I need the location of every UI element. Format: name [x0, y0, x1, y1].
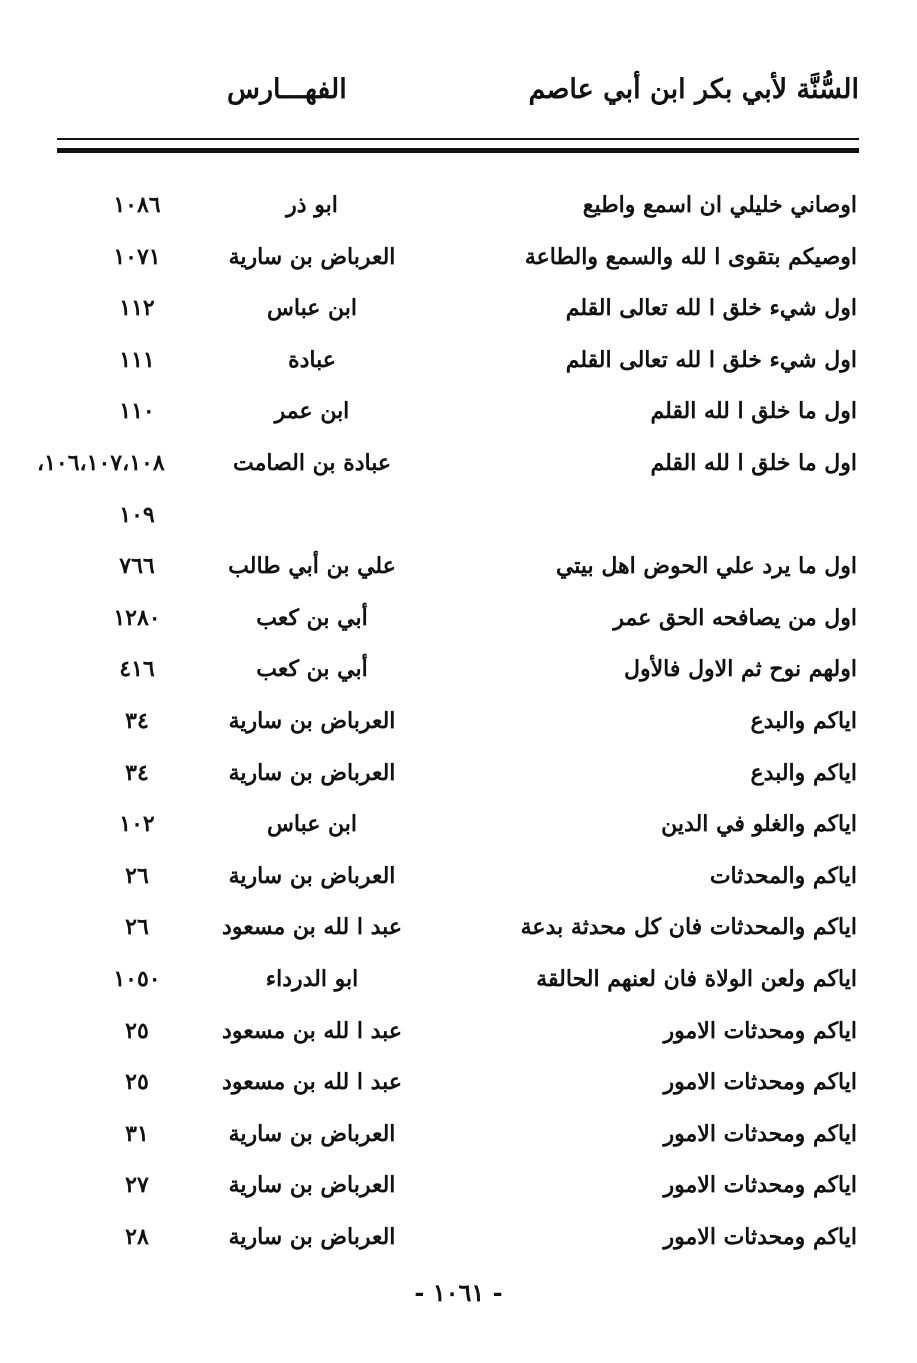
index-entry [0, 1014, 917, 1066]
hadith-text: اول ما خلق ا لله القلم [650, 398, 857, 425]
hadith-text: اول ما خلق ا لله القلم [650, 449, 857, 476]
reference-numbers: ١٠٦،١٠٧،١٠٨، [37, 449, 165, 476]
index-entry [0, 394, 917, 446]
index-entry [0, 601, 917, 653]
narrator-name: أبي بن كعب [256, 604, 368, 631]
reference-numbers: ١١١ [119, 346, 155, 373]
narrator-name: العرباض بن سارية [228, 1172, 396, 1199]
reference-numbers: ٣١ [125, 1120, 149, 1147]
reference-numbers: ١١٠ [119, 398, 155, 425]
index-entry [0, 807, 917, 859]
narrator-name: العرباض بن سارية [228, 707, 396, 734]
narrator-name: ابن عباس [267, 811, 357, 838]
narrator-name: ابو ذر [286, 192, 338, 218]
index-entry [0, 549, 917, 601]
reference-numbers: ٢٥ [125, 1069, 149, 1096]
index-entry [0, 1168, 917, 1220]
index-entry [0, 343, 917, 395]
reference-numbers: ٣٤ [125, 759, 149, 786]
reference-numbers: ٣٤ [125, 707, 149, 734]
reference-numbers: ١١٢ [119, 295, 155, 322]
hadith-text: اياكم ومحدثات الامور [663, 1172, 857, 1199]
reference-numbers: ١٠٩ [119, 501, 155, 528]
reference-numbers: ١٠٨٦ [113, 192, 161, 218]
hadith-text: اول ما يرد علي الحوض اهل بيتي [555, 553, 857, 580]
header-rule-thick [57, 148, 859, 153]
reference-numbers: ١٠٧١ [113, 243, 161, 270]
header-rule-thin [57, 138, 859, 140]
hadith-text: اول شيء خلق ا لله تعالى القلم [565, 295, 857, 322]
index-entry [0, 240, 917, 292]
hadith-text: اوصاني خليلي ان اسمع واطيع [582, 192, 857, 218]
page-header [55, 68, 859, 118]
index-entry [0, 188, 917, 240]
hadith-text: اول شيء خلق ا لله تعالى القلم [565, 346, 857, 373]
narrator-name: عبد ا لله بن مسعود [222, 1069, 402, 1096]
narrator-name: عبد ا لله بن مسعود [222, 1017, 402, 1044]
hadith-text: اياكم ومحدثات الامور [663, 1120, 857, 1147]
reference-numbers: ٢٥ [125, 1017, 149, 1044]
hadith-text: اياكم والبدع [750, 707, 857, 734]
book-title: السُّنَّة لأبي بكر ابن أبي عاصم [528, 74, 859, 105]
hadith-text: اياكم ومحدثات الامور [663, 1017, 857, 1044]
reference-numbers: ٤١٦ [119, 656, 155, 683]
index-entry [0, 1065, 917, 1117]
narrator-name: العرباض بن سارية [228, 243, 396, 270]
reference-numbers: ٢٧ [125, 1172, 149, 1199]
index-entry [0, 1117, 917, 1169]
reference-numbers: ١٢٨٠ [113, 604, 161, 631]
index-entry [0, 498, 917, 550]
section-title: الفهـــارس [227, 74, 347, 105]
reference-numbers: ٢٦ [125, 914, 149, 941]
narrator-name: علي بن أبي طالب [228, 553, 396, 580]
index-entry [0, 652, 917, 704]
narrator-name: أبي بن كعب [256, 656, 368, 683]
hadith-text: اياكم والبدع [750, 759, 857, 786]
hadith-text: اياكم والمحدثات [709, 862, 857, 889]
narrator-name: عبادة بن الصامت [233, 449, 391, 476]
index-entry [0, 756, 917, 808]
hadith-text: اياكم والغلو في الدين [661, 811, 857, 838]
narrator-name: ابو الدرداء [265, 965, 359, 992]
hadith-text: اياكم ومحدثات الامور [663, 1069, 857, 1096]
reference-numbers: ٢٦ [125, 862, 149, 889]
hadith-text: اياكم والمحدثات فان كل محدثة بدعة [520, 914, 857, 941]
narrator-name: ابن عباس [267, 295, 357, 322]
index-entry [0, 1220, 917, 1272]
page-number: - ١٠٦١ - [414, 1278, 503, 1307]
reference-numbers: ١٠٢ [119, 811, 155, 838]
narrator-name: العرباض بن سارية [228, 1120, 396, 1147]
hadith-text: اياكم ولعن الولاة فان لعنهم الحالقة [536, 965, 857, 992]
index-entry [0, 859, 917, 911]
reference-numbers: ٧٦٦ [119, 553, 155, 580]
narrator-name: العرباض بن سارية [228, 1223, 396, 1250]
narrator-name: العرباض بن سارية [228, 862, 396, 889]
index-entry [0, 704, 917, 756]
index-entry [0, 446, 917, 498]
narrator-name: عبادة [288, 346, 336, 373]
hadith-text: اياكم ومحدثات الامور [663, 1223, 857, 1250]
hadith-text: اوصيكم بتقوى ا لله والسمع والطاعة [524, 243, 857, 270]
narrator-name: ابن عمر [274, 398, 350, 425]
narrator-name: العرباض بن سارية [228, 759, 396, 786]
index-entry [0, 910, 917, 962]
index-entries [0, 188, 917, 1271]
narrator-name: عبد ا لله بن مسعود [222, 914, 402, 941]
hadith-text: اولهم نوح ثم الاول فالأول [624, 656, 857, 683]
index-entry [0, 291, 917, 343]
reference-numbers: ١٠٥٠ [113, 965, 161, 992]
index-entry [0, 962, 917, 1014]
reference-numbers: ٢٨ [125, 1223, 149, 1250]
hadith-text: اول من يصافحه الحق عمر [613, 604, 857, 631]
